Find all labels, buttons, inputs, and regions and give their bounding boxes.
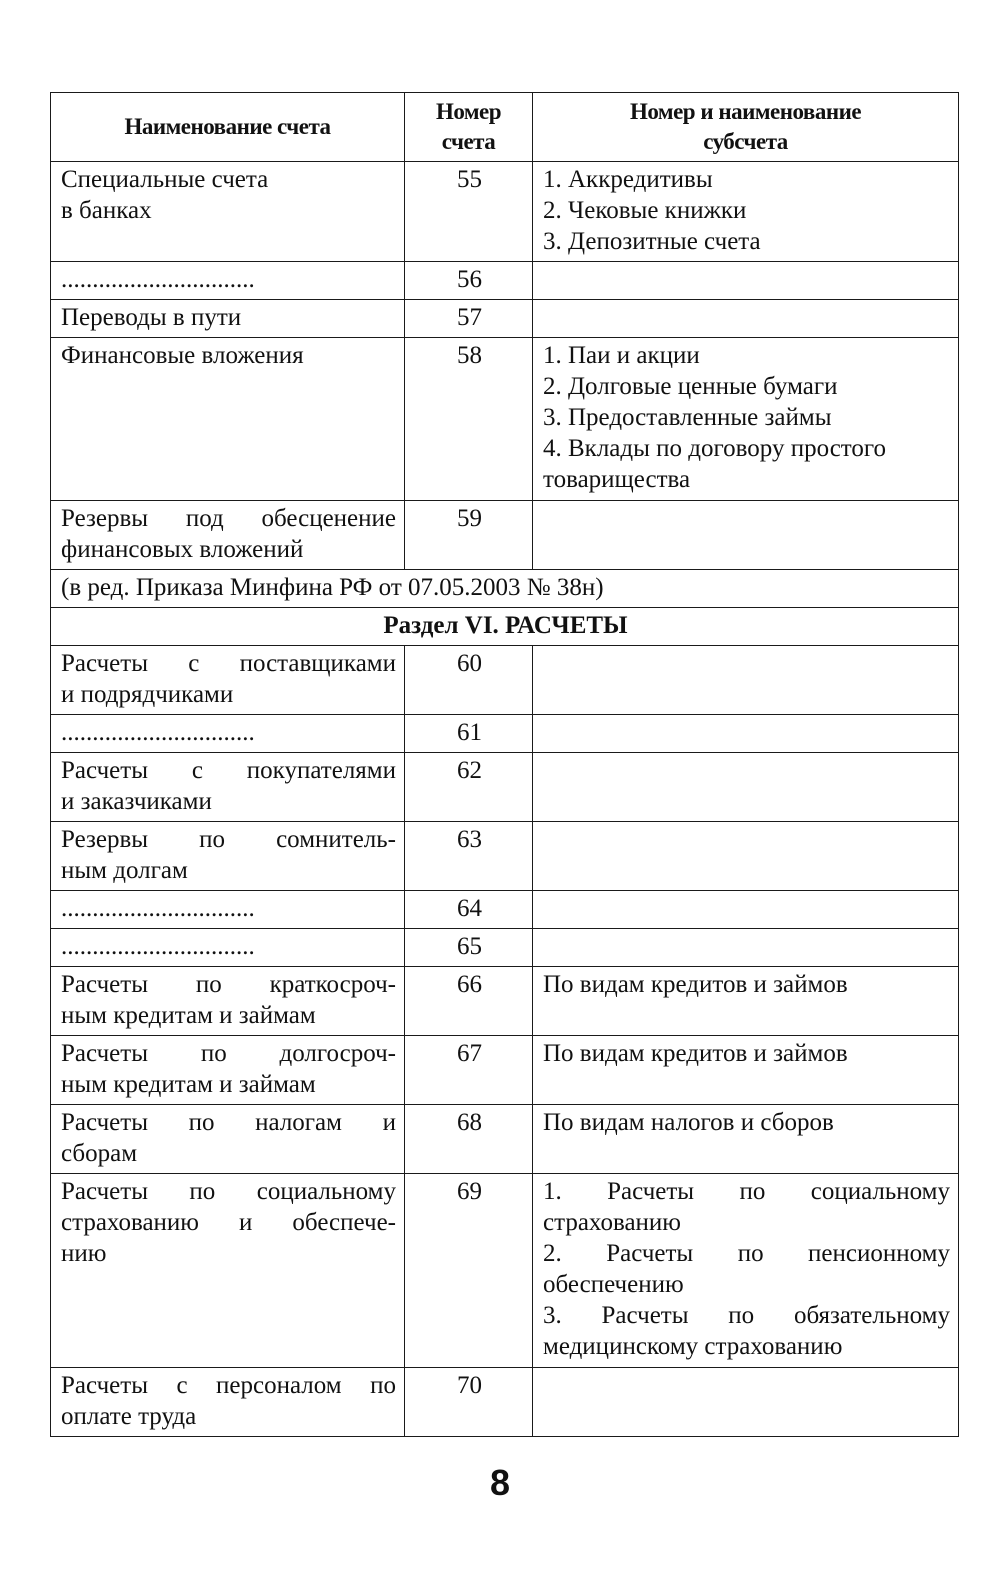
account-name-line: Расчеты с поставщиками [61, 650, 396, 677]
account-name-line: Специальные счета [61, 166, 269, 193]
account-name-line: ным кредитам и займам [61, 1002, 316, 1029]
account-number: 64 [405, 891, 533, 929]
account-name-line: Резервы по сомнитель- [61, 826, 396, 853]
subaccount-item: 3. Предоставленные займы [543, 404, 832, 431]
account-name-line: Резервы под обесценение [61, 505, 396, 532]
account-name [51, 1105, 405, 1174]
subaccounts [533, 1368, 959, 1437]
account-name-line: Расчеты по социальному [61, 1178, 396, 1205]
accounts-table [50, 92, 959, 1437]
header-number-line2: счета [441, 129, 496, 154]
table-row [51, 162, 959, 262]
account-name-line: сборам [61, 1140, 138, 1167]
subaccount-item: медицинскому страхованию [543, 1333, 843, 1360]
section-title: Раздел VI. РАСЧЕТЫ [51, 608, 959, 646]
account-name [51, 162, 405, 262]
account-name [51, 753, 405, 822]
account-name-placeholder: ............................... [51, 715, 405, 753]
header-account-number [405, 93, 533, 162]
table-row [51, 646, 959, 715]
account-name-placeholder: ............................... [51, 262, 405, 300]
account-number: 69 [405, 1174, 533, 1368]
account-name [51, 1036, 405, 1105]
account-number: 56 [405, 262, 533, 300]
account-name [51, 967, 405, 1036]
subaccounts [533, 1174, 959, 1368]
account-number: 62 [405, 753, 533, 822]
table-row [51, 967, 959, 1036]
account-name-placeholder: ............................... [51, 891, 405, 929]
subaccount-item: 1. Паи и акции [543, 342, 700, 369]
account-number: 55 [405, 162, 533, 262]
subaccounts [533, 262, 959, 300]
table-row [51, 501, 959, 570]
account-name [51, 501, 405, 570]
subaccount-item: 2. Расчеты по пенсионному [543, 1240, 950, 1267]
header-number-line1: Номер [435, 99, 502, 124]
subaccount-item: страхованию [543, 1209, 681, 1236]
account-name-line: в банках [61, 197, 152, 224]
table-header-row [51, 93, 959, 162]
table-row [51, 262, 959, 300]
account-number: 68 [405, 1105, 533, 1174]
account-name: Финансовые вложения [51, 338, 405, 501]
account-name [51, 1174, 405, 1368]
subaccounts [533, 929, 959, 967]
account-number: 61 [405, 715, 533, 753]
account-name-line: Расчеты по краткосроч- [61, 971, 396, 998]
account-name-line: и заказчиками [61, 788, 212, 815]
table-row [51, 929, 959, 967]
edition-note-row [51, 570, 959, 608]
header-sub-line1: Номер и наименование [629, 99, 862, 124]
subaccount-item: 4. Вклады по договору простого [543, 435, 887, 462]
subaccount-item: 1. Расчеты по социальному [543, 1178, 950, 1205]
section-row [51, 608, 959, 646]
subaccount-item: 3. Депозитные счета [543, 228, 761, 255]
subaccounts [533, 1036, 959, 1105]
account-name [51, 646, 405, 715]
subaccounts [533, 646, 959, 715]
account-number: 59 [405, 501, 533, 570]
subaccounts [533, 891, 959, 929]
account-name-line: ным кредитам и займам [61, 1071, 316, 1098]
account-name [51, 822, 405, 891]
subaccount-item: товарищества [543, 466, 691, 493]
header-subaccount [533, 93, 959, 162]
subaccount-item: По видам кредитов и займов [543, 1040, 848, 1067]
header-account-name: Наименование счета [51, 93, 405, 162]
subaccounts [533, 501, 959, 570]
account-name-line: Расчеты по налогам и [61, 1109, 396, 1136]
subaccounts [533, 1105, 959, 1174]
account-name-line: нию [61, 1240, 107, 1267]
account-number: 70 [405, 1368, 533, 1437]
subaccount-item: 1. Аккредитивы [543, 166, 713, 193]
account-name-line: оплате труда [61, 1403, 197, 1430]
table-row [51, 300, 959, 338]
account-name-line: Расчеты по долгосроч- [61, 1040, 396, 1067]
subaccounts [533, 822, 959, 891]
table-row [51, 338, 959, 501]
account-number: 66 [405, 967, 533, 1036]
subaccount-item: По видам налогов и сборов [543, 1109, 834, 1136]
subaccount-item: 2. Долговые ценные бумаги [543, 373, 838, 400]
account-name-line: страхованию и обеспече- [61, 1209, 396, 1236]
subaccounts [533, 967, 959, 1036]
subaccounts [533, 715, 959, 753]
account-number: 65 [405, 929, 533, 967]
account-name-placeholder: ............................... [51, 929, 405, 967]
table-row [51, 1174, 959, 1368]
account-name-line: Расчеты с покупателями [61, 757, 396, 784]
account-number: 57 [405, 300, 533, 338]
subaccount-item: 2. Чековые книжки [543, 197, 747, 224]
account-name-line: финансовых вложений [61, 536, 304, 563]
table-row [51, 715, 959, 753]
account-name: Переводы в пути [51, 300, 405, 338]
account-name [51, 1368, 405, 1437]
account-number: 67 [405, 1036, 533, 1105]
subaccounts [533, 753, 959, 822]
edition-note: (в ред. Приказа Минфина РФ от 07.05.2003 № 38н) [51, 570, 959, 608]
table-row [51, 1368, 959, 1437]
header-sub-line2: субсчета [703, 129, 788, 154]
account-name-line: и подрядчиками [61, 681, 234, 708]
account-number: 58 [405, 338, 533, 501]
subaccount-item: обеспечению [543, 1271, 684, 1298]
subaccount-item: По видам кредитов и займов [543, 971, 848, 998]
page-number: 8 [489, 1462, 511, 1503]
table-row [51, 822, 959, 891]
table-row [51, 1105, 959, 1174]
subaccounts [533, 162, 959, 262]
table-row [51, 753, 959, 822]
account-number: 63 [405, 822, 533, 891]
subaccount-item: 3. Расчеты по обязательному [543, 1302, 950, 1329]
subaccounts [533, 300, 959, 338]
account-name-line: ным долгам [61, 857, 188, 884]
account-number: 60 [405, 646, 533, 715]
account-name-line: Расчеты с персоналом по [61, 1372, 396, 1399]
subaccounts [533, 338, 959, 501]
table-row [51, 891, 959, 929]
table-row [51, 1036, 959, 1105]
